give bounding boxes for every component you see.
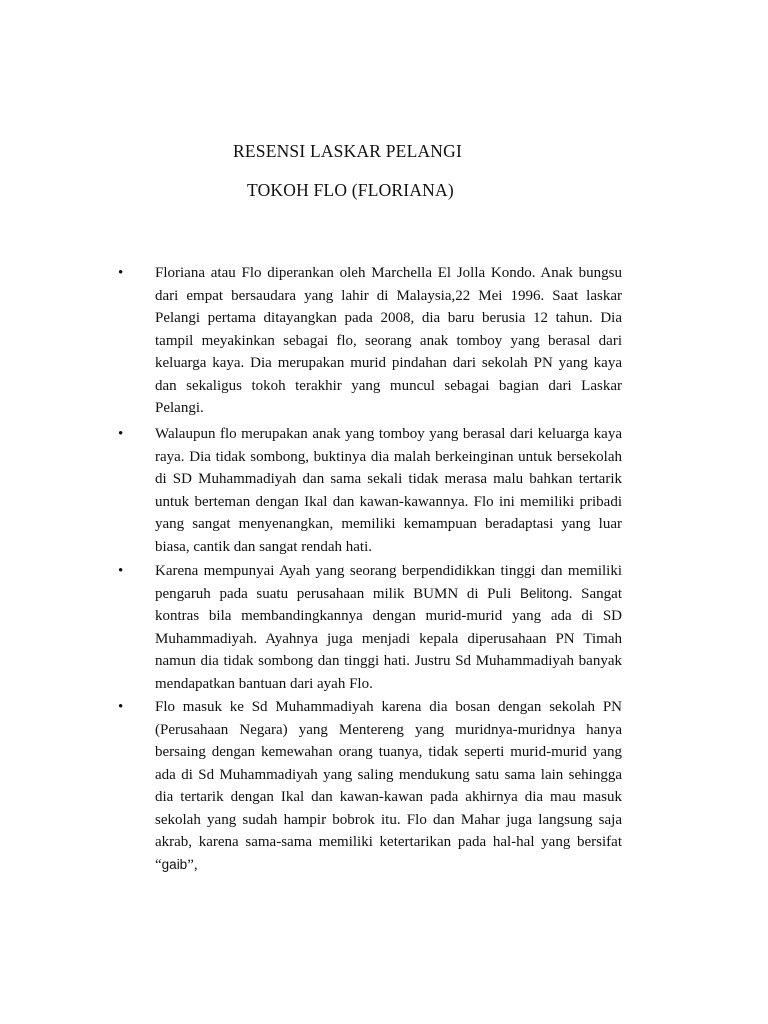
bullet-icon: • — [118, 699, 124, 715]
paragraph-text-part: Karena mempunyai Ayah yang seorang berpendidikkan tinggi dan memiliki pengaruh pada suatu perusahaan milik BUMN di Puli — [155, 563, 622, 602]
quoted-word-text: gaib — [161, 856, 188, 872]
bullet-icon: • — [118, 265, 124, 281]
paragraph-text — [155, 696, 622, 876]
paragraph-text: Floriana atau Flo diperankan oleh Marchella El Jolla Kondo. Anak bungsu dari empat bersaudara yang lahir di Malaysia,22 Mei 1996. Saat laskar Pelangi pertama ditayangkan pada 2008, dia baru berusia 12 tahun. Dia tampil meyakinkan sebagai flo, seorang anak tomboy yang berasal dari keluarga kaya. Dia merupakan murid pindahan dari sekolah PN yang kaya dan sekaligus tokoh terakhir yang muncul sebagai bagian dari Laskar Pelangi. — [155, 265, 622, 416]
paragraph-text-part: ”, — [187, 856, 198, 873]
paragraph-text-part: Flo masuk ke Sd Muhammadiyah karena dia bosan dengan sekolah PN (Perusahaan Negara) yang Mentereng yang muridnya-muridnya hanya bersaing dengan kemewahan orang tuanya, tidak seperti murid-murid yang ada di Sd Muhammadiyah yang saling mendukung satu sama lain sehingga dia tertarik dengan Ikal dan kawan-kawan pada akhirnya dia mau masuk sekolah yang sudah hampir bobrok itu. Flo dan Mahar juga langsung saja akrab, karena sama-sama memiliki ketertarikan pada hal-hal yang bersifat “ — [155, 699, 622, 873]
paragraph-text — [155, 560, 622, 695]
document-title: RESENSI LASKAR PELANGI — [233, 141, 462, 161]
bullet-icon: • — [118, 426, 124, 442]
bullet-icon: • — [118, 563, 124, 579]
place-name-text: Belitong — [519, 585, 569, 601]
paragraph-text: Walaupun flo merupakan anak yang tomboy yang berasal dari keluarga kaya raya. Dia tidak sombong, buktinya dia malah berkeinginan untuk bersekolah di SD Muhammadiyah dan sama sekali tidak merasa malu bahkan tertarik untuk berteman dengan Ikal dan kawan-kawannya. Flo ini memiliki pribadi yang sangat menyenangkan, memiliki kemampuan beradaptasi yang luar biasa, cantik dan sangat rendah hati. — [155, 426, 622, 555]
document-subtitle: TOKOH FLO (FLORIANA) — [247, 180, 454, 200]
paragraph-text-part: . Sangat kontras bila membandingkannya dengan murid-murid yang ada di SD Muhammadiyah. Ayahnya juga menjadi kepala diperusahaan PN Timah namun dia tidak sombong dan tinggi hati. Justru Sd Muhammadiyah banyak mendapatkan bantuan dari ayah Flo. — [155, 585, 622, 692]
